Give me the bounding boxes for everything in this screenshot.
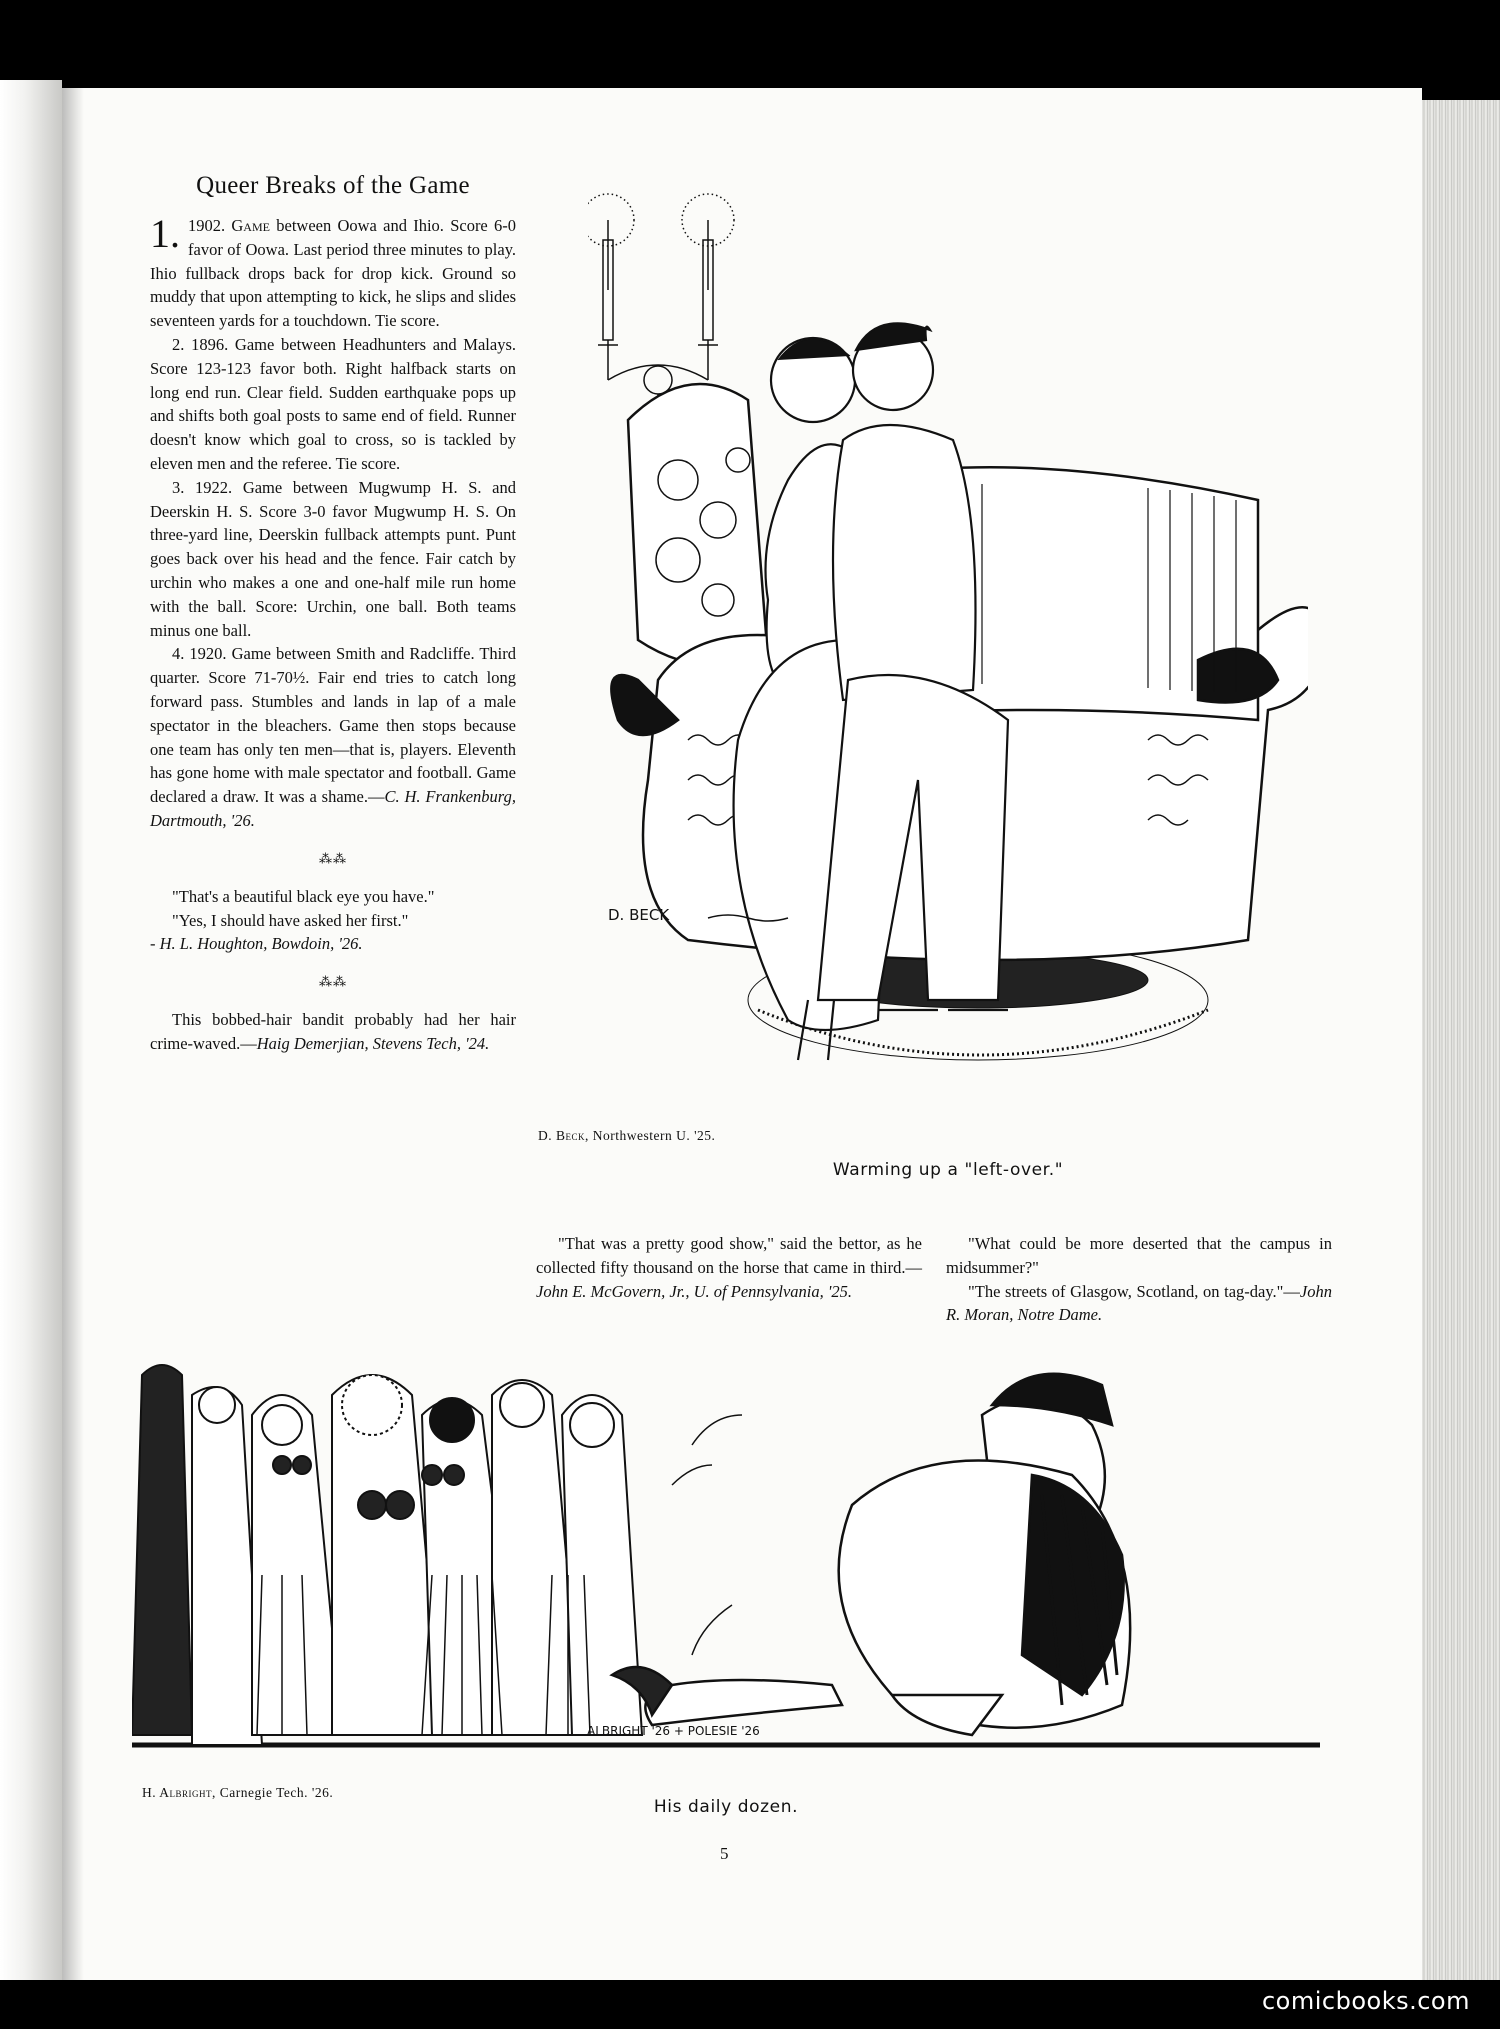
illustration-caption: His daily dozen. <box>653 1797 799 1817</box>
illustration-caption: Warming up a "left-over." <box>832 1160 1064 1180</box>
separator-dingbat: ⁂⁂ <box>319 850 347 866</box>
attribution: John E. McGovern, Jr., U. of Pennsylvania, '25. <box>536 1281 853 1301</box>
joke-black-eye-line2: "Yes, I should have asked her first." <box>172 910 409 930</box>
article-item-3: 3. 1922. Game between Mugwump H. S. and Deerskin H. S. Score 3-0 favor Mugwump H. S. On three-yard line, Deerskin fullback attempts punt. Punt goes back over his head and the fence. Fair catch by urchin who makes a one and one-half mile run home with the ball. Score: Urchin, one ball. Both teams minus one ball. <box>150 477 517 640</box>
right-page-stack <box>1422 100 1500 1980</box>
couple-sofa-drawing <box>588 180 1308 1080</box>
article-title: Queer Breaks of the Game <box>196 172 470 199</box>
joke-black-eye-line1: "That's a beautiful black eye you have." <box>172 886 435 906</box>
sultan-figure <box>612 1374 1130 1735</box>
joke-show: "That was a pretty good show," said the bettor, as he collected fifty thousand on the horse that came in third.—John E. McGovern, Jr., U. of Pennsylvania, '25. <box>536 1234 922 1301</box>
attribution: - H. L. Houghton, Bowdoin, '26. <box>150 934 363 954</box>
gutter-shadow <box>62 88 84 1980</box>
women-group <box>132 1365 642 1745</box>
illustration-credit: D. Beck, Northwestern U. '25. <box>538 1128 716 1143</box>
separator-dingbat: ⁂⁂ <box>319 974 347 990</box>
motion-lines <box>672 1415 742 1655</box>
artist-signature: D. BECK <box>608 906 670 924</box>
harem-sultan-drawing <box>132 1355 1320 1765</box>
attribution: John R. Moran, Notre Dame. <box>946 1281 1332 1325</box>
joke-bobbed-hair: This bobbed-hair bandit probably had her hair crime-waved.—Haig Demerjian, Stevens Tech, '24. <box>150 1010 516 1053</box>
attribution: Haig Demerjian, Stevens Tech, '24. <box>256 1033 490 1053</box>
joke-show-column <box>536 1232 922 1303</box>
attribution: C. H. Frankenburg, Dartmouth, '26. <box>150 787 516 830</box>
page-number: 5 <box>720 1844 729 1863</box>
artist-signature: ALBRIGHT '26 + POLESIE '26 <box>587 1724 760 1738</box>
item-number: 1. <box>150 211 180 256</box>
article-item-2: 2. 1896. Game between Headhunters and Malays. Score 123-123 favor both. Right halfback starts on long end run. Clear field. Sudden earthquake pops up and shifts both goal posts to same end of field. Runner doesn't know which goal to cross, so is tackled by eleven men and the referee. Tie score. <box>150 334 516 473</box>
article-item-4: 4. 1920. Game between Smith and Radcliffe. Third quarter. Score 71-70½. Fair end tries to catch long forward pass. Stumbles and lands in lap of a male spectator in the bleachers. Game then stops because one team has only ten men—that is, players. Eleventh has gone home with male spectator and football. Game declared a draw. It was a shame.—C. H. Frankenburg, Dartmouth, '26. <box>150 644 516 830</box>
illustration-couple-on-sofa <box>588 180 1308 1080</box>
left-page-edge <box>0 80 62 1980</box>
joke-campus-column <box>946 1232 1332 1327</box>
illustration-harem-dancers <box>132 1355 1320 1765</box>
article-item-1: 1. 1902. Game between Oowa and Ihio. Score 6-0 favor of Oowa. Last period three minutes to play. Ihio fullback drops back for drop kick. Ground so muddy that upon attempting to kick, he slips and slides seventeen yards for a touchdown. Tie score. <box>150 211 517 331</box>
site-watermark: comicbooks.com <box>1261 1987 1470 2015</box>
joke-campus-line1: "What could be more deserted that the campus in midsummer?" <box>946 1234 1332 1277</box>
illustration-credit: H. Albright, Carnegie Tech. '26. <box>142 1785 334 1800</box>
joke-campus-line2: "The streets of Glasgow, Scotland, on tag-day."—John R. Moran, Notre Dame. <box>946 1281 1332 1325</box>
article-column <box>150 172 516 1056</box>
